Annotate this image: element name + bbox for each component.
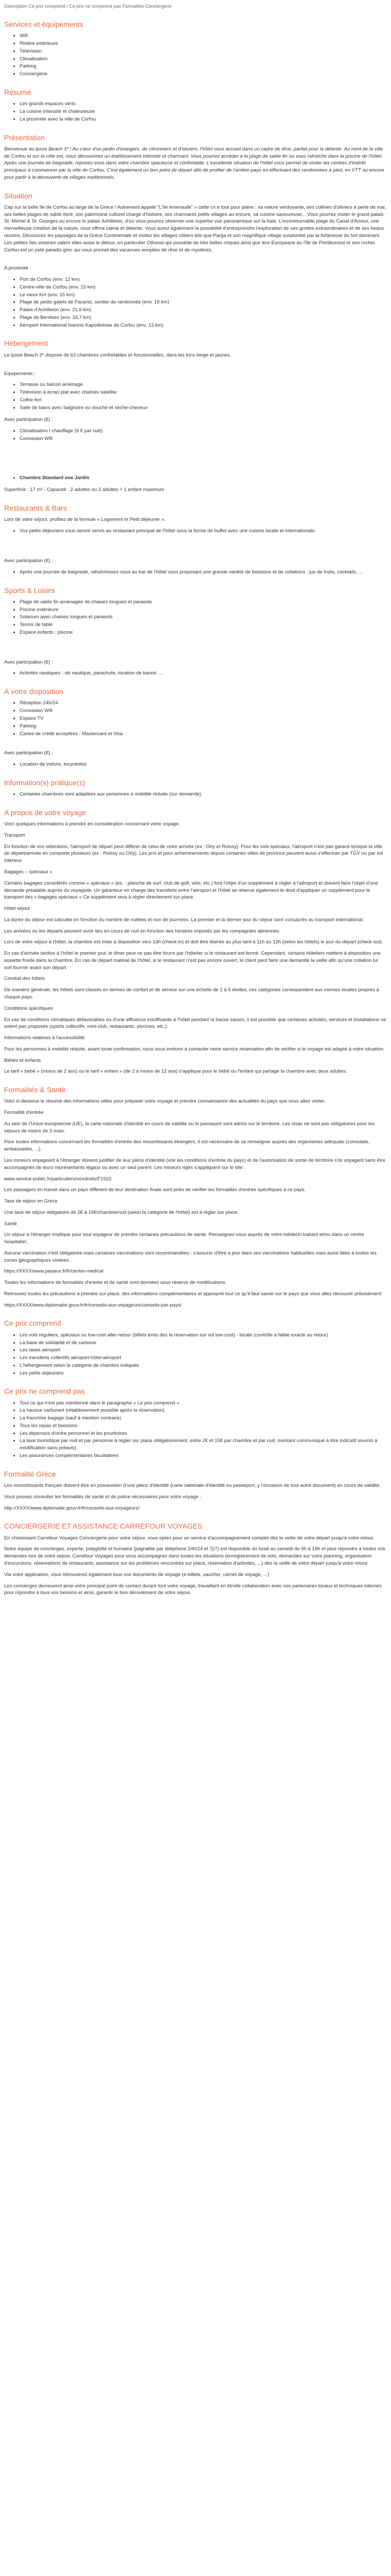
paragraph: Lors de votre séjour à l'hôtel, la chambre est mise à disposition vers 13h (check-in) et doit être libérée au plus tard à 11h ou 12h (selon les hôtels) le jour du départ (check out). xyxy=(4,939,383,945)
paragraph: Conditions spécifiques xyxy=(4,1005,54,1011)
list-item: • Télévision xyxy=(20,48,387,55)
disposition-list xyxy=(4,700,387,737)
list-item: • La hausse carburant (rétablissement possible après la réservation) xyxy=(20,1407,387,1414)
link[interactable]: https://XXXX/www.pasteur.fr/fr/centre-medical xyxy=(4,1268,104,1275)
list-item: • Palais d'Achilleion (env. 21,6 km) xyxy=(20,307,387,314)
list-item: • Coffre-fort xyxy=(20,397,387,404)
list-item: • La franchise bagage (sauf à mention contraire) xyxy=(20,1415,387,1422)
list-item: • Solarium avec chaises longues et parasols xyxy=(20,614,387,621)
prix-ne-comprend-list xyxy=(4,1400,387,1460)
paid-label: Avec participation (€) : xyxy=(4,659,53,665)
paragraph: Pour toutes informations concernant les formalités d'entrée des ressortissants étrangers, il est nécessaire de se renseigner auprès des organismes adéquats (consulats, ambassades, ...). xyxy=(4,1139,370,1153)
equipments-list xyxy=(4,381,387,411)
paid-list xyxy=(4,569,387,576)
list-item: • Tennis de table xyxy=(20,621,387,629)
list-item: • Les transferts collectifs aéroport-hôtel-aéroport xyxy=(20,1354,387,1362)
list-item: • La cuisine intensité et chaleureuse xyxy=(20,108,387,115)
resume-title: Résumé xyxy=(4,88,31,96)
list-item: • Tous les repas et boissons xyxy=(20,1422,387,1430)
restaurants-title: Restaurants & Bars xyxy=(4,504,67,513)
proximity-label: A proximité : xyxy=(4,265,31,272)
room-description: Superficie : 17 m² - Capacité : 2 adultes ou 2 adultes + 1 enfant maximum xyxy=(4,487,165,493)
list-item: • Plage de petits galets de Paramo, sentier de randonnée (env. 19 km) xyxy=(20,299,387,306)
disposition-title: À votre disposition xyxy=(4,687,63,696)
proximity-list xyxy=(4,276,387,329)
list-item: • Rivière extérieure xyxy=(20,40,387,47)
room-list xyxy=(4,474,387,482)
paragraph: Vous pouvez consulter les formalités de santé et de police nécessaires pour votre voyage : xyxy=(4,1494,201,1500)
paragraph: Voici quelques informations à prendre en considération concernant votre voyage. xyxy=(4,821,180,827)
paragraph: La durée du séjour est calculée en fonction du nombre de nuitées et non de journées. La premier et la dernier jour du séjour sont consacrés au transport international. xyxy=(4,917,364,923)
list-item: • Plage de sable fin aménagée de chaises longues et parasols xyxy=(20,599,387,606)
paragraph: En cas de conditions climatiques défavorables ou d'une affluence insuffisante à l'hôtel pendant la basse saison, il est possible que certaines activités, services et installations ne soient pas proposés (sports collectifs, mini-club, restaurants, piscines, etc.). xyxy=(4,1016,386,1030)
list-item: • Climatisation / chauffage (6 € par nuit) xyxy=(20,428,387,435)
paragraph: Transport xyxy=(4,832,25,838)
paragraph: Les concierges demeurent ainsi votre principal point de contact durant tout votre voyage, travaillant en étroite collaboration avec nos partenaires locaux et techniques internes pour répondre à tous vos besoins et ainsi, garantir le bon déroulement de votre séjour. xyxy=(4,1583,382,1596)
paragraph: Pour les personnes à mobilité réduite, avant toute confirmation, nous vous invitons à contacter notre service réservation afin de vérifier si le voyage est adapté à votre situation. xyxy=(4,1046,385,1052)
list-item: • Les dépenses d'ordre personnel et les pourboires xyxy=(20,1430,387,1437)
restaurants-text: Lors de votre séjour, profitez de la formule « Logement et Petit déjeuner ». xyxy=(4,517,166,523)
list-item: • Télévision à écran plat avec chaînes satellite xyxy=(20,389,387,396)
list-item: • Wifi xyxy=(20,32,387,40)
paid-list xyxy=(4,428,387,443)
paid-list xyxy=(4,670,387,677)
list-item: • Parking xyxy=(20,63,387,70)
paragraph: Le tarif « bébé » (moins de 2 ans) ou le tarif « enfant » (de 2 à moins de 12 ans) s'applique pour le bébé ou l'enfant qui partage la chambre avec deux adultes. xyxy=(4,1069,347,1075)
paragraph: Hôtel séjour xyxy=(4,906,30,912)
paragraph: De manière générale, les hôtels sont classés en termes de confort et de service sur une échelle de 2 à 5 étoiles, ces catégories correspondent aux normes locales propres à chaque pays. xyxy=(4,987,379,1000)
paragraph: Les mineurs voyageant à l'étranger doivent justifier de leur pièce d'identité (voir les conditions d'entrée du pays) et de l'autorisation de sortie de territoire s'ils voyagent sans être accompagnés de leurs représentants légaux ou avec un seul parent. Les mineurs rigés s'appliquent sur le site : xyxy=(4,1157,385,1171)
paid-label: Avec participation (€) : xyxy=(4,750,53,756)
list-item: • Les assurances complémentaires facultatives xyxy=(20,1452,387,1460)
list-item: • Piscine extérieure xyxy=(20,606,387,614)
list-item: • Vos petits déjeuners vous seront servis au restaurant principal de l'hôtel sous la forme de buffet avec une cuisine locale et internationale. xyxy=(20,528,387,535)
list-item: • Terrasse ou balcon aménagé xyxy=(20,381,387,388)
list-item: • Port de Corfou (env. 12 km) xyxy=(20,276,387,283)
list-item: • Salle de bains avec baignoire ou douche et sèche-cheveux xyxy=(20,404,387,412)
list-item: • La proximité avec la ville de Corfou xyxy=(20,116,387,123)
paragraph: Un séjour à l'étranger implique pour tout voyageur de prendre certaines précautions de santé. Renseignez-vous auprès de votre médecin traitant et/ou dans un centre hospitalier. xyxy=(4,1232,364,1245)
prix-ne-comprend-title: Ce prix ne comprend pas xyxy=(4,1387,85,1396)
list-item: • Les vols réguliers, spéciaux ou low-cost aller-retour (billets émis dès la réservation sur vol low-cost) - locale (contrôle à faible exacte au retour) xyxy=(20,1332,387,1339)
paragraph: Les passagers en transit dans un pays différent de leur destination finale sont priés de vérifier les formalités d'entrée spécifiques à ce pays. xyxy=(4,1187,306,1193)
list-item: • Centre-ville de Corfou (env. 15 km) xyxy=(20,284,387,291)
sports-title: Sports & Loisirs xyxy=(4,586,55,595)
paid-list xyxy=(4,761,387,768)
paragraph: En choisissant Carrefour Voyages Conciergerie pour votre séjour, vous optez pour un service d'accompagnement complet dès la veille de votre départ jusqu'à votre retour. xyxy=(4,1535,374,1541)
list-item: • Les petits déjeuners xyxy=(20,1370,387,1377)
list-item: • Connexion Wifi xyxy=(20,707,387,715)
room-type: • Chambre Standard vue Jardin xyxy=(20,474,387,482)
list-item: • Activités nautiques : ski nautique, parachute, location de kanoé, ... xyxy=(20,670,387,677)
formalites-title: Formalités & Santé xyxy=(4,1086,66,1094)
formalite-grece-body xyxy=(4,1482,387,1512)
link[interactable]: https://XXXX/www.diplomatie.gouv.fr/fr/conseils-aux-voyageurs/conseils-par-pays/ xyxy=(4,1302,182,1308)
situation-text: Cap sur la belle île de Corfou au large de la Grèce ! Autrement appelé "L'île émeraude" » cette cri e tout pour plaire : sa nature verdoyante, ses collines d'oliviers à perte de vue, ses belles plages de sable doré, son patrimoine culturel chargé d'histoire, ses charmants petits villages au encore, sa cuisine savoureuse... Vous pourrez visiter le grand palais St. Michel & St. Georges ou encore le palais Achilleion, d'où vous pourrez observer une superbe vue panoramique sur la baie. L'incontournable plage du Canal d'Amour, une merveilleuse création de la nature, vous offrira calme et détente. Vous aurez également la possibilité d'entreprendre l'exploration de ses grottes extraordinaires et de ses beaux recoins. Découvrez les paysages de la Grèce Continentale et visitez les villages côtiers tels que Parga et son magnifique village surplombé par la forteresse du fort dominant. Les petites îles voisines valent elles aussi le détour, en particulier Othonoi qui possède de très belles criques ainsi que leur Europeane au l'île de Pontikonissi et son rocher. Corfou est un petit paradis grec qui vous promet des vacances remplies de rêve et de mystères. xyxy=(4,204,386,253)
prix-comprend-list xyxy=(4,1332,387,1377)
link[interactable]: http://XXXX/www.diplomatie.gouv.fr/fr/conseils-aux-voyageurs/ xyxy=(4,1505,140,1511)
paragraph: Formalité d'entrée xyxy=(4,1110,44,1116)
paragraph: Toutes les informations de formalités d'entrée et de santé sont données sous réserve de modifications. xyxy=(4,1280,227,1286)
info-title: Information(s) pratique(s) xyxy=(4,778,86,787)
formalite-grece-title: Formalité Grèce xyxy=(4,1469,56,1478)
paragraph: Retrouvez toutes les précautions à prendre sur place, des informations complémentaires et approprié tout ce qu'il faut savoir sur le pays que vous allez découvrir précisément: xyxy=(4,1291,383,1297)
presentation-title: Présentation xyxy=(4,133,45,142)
apropos-title: A propos de votre voyage xyxy=(4,808,86,817)
list-item: • Les grands espaces verts xyxy=(20,100,387,108)
paragraph: Taxe de séjour en Grèce xyxy=(4,1198,58,1205)
sports-list xyxy=(4,599,387,636)
conciergerie-body xyxy=(4,1535,387,1597)
hebergement-text: Le Ipsos Beach 3* dispose de 63 chambres confortables et fonctionnelles, dans les tons beige et jaunes. xyxy=(4,352,231,358)
list-item: • Après une journée de baignade, rafraîchissez-vous au bar de l'hôtel vous proposant une grande variété de boissons et de collations : jus de fruits, cocktails, ... xyxy=(20,569,387,576)
paragraph: Bébés et enfants xyxy=(4,1057,41,1063)
list-item: • Les taxes aéroport xyxy=(20,1347,387,1354)
paragraph: Bagages – spéciaux » xyxy=(4,869,53,875)
list-item: • Espace enfants : piscine xyxy=(20,629,387,636)
breadcrumb: Description Ce prix comprend / Ce prix ne comprend pas Formalités Conciergerie xyxy=(4,4,172,9)
presentation-text: Bienvenue au Ipsos Beach 3* ! Au cœur d'un jardin d'orangers, de citronniers et d'oliviers, l'hôtel vous accueil dans un cadre de rêve, parfait pour la détente. Au nord de la ville de Corfou et sur la côte est, nous découvrirez un établissement intimiste et charmant. Vous pourrez accéder à la plage de sable fin ou vous rafraîchir dans la piscine de l'hôtel. Après une journée de baignade, reposez-vous dans votre chambre spacieuse et confortable. L'excellente situation de l'hôtel vous permet de visiter les centres d'intérêt principaux à commencer par la ville de Corfou. C'est également un bon point de départ afin de profiter de l'arrière-pays en effectuant des randonnées à pied, en VTT ou encore pour partir à la découverte de villages traditionnels. xyxy=(4,146,384,180)
paragraph: Les ressortissants français doivent être en possession d'une pièce d'identité (carte nationale d'identité ou passeport, y l'occasion de tout autre document) en cours de validité. xyxy=(4,1483,381,1489)
list-item: • Aéroport International Ioannis Kapodistrias de Corfou (env. 13 km) xyxy=(20,322,387,329)
list-item: • Location de voiture, bicyclettes xyxy=(20,761,387,768)
list-item: • Cartes de crédit acceptées : Mastercard et Visa xyxy=(20,731,387,738)
equipments-label: Equipements : xyxy=(4,370,36,377)
paragraph: Conduit des hôtels xyxy=(4,976,45,982)
list-item: • Plage de Benitses (env. 24,7 km) xyxy=(20,314,387,321)
paragraph: Au sein de l'Union européenne (UE), la carte nationale d'identité en cours de validité ou le passeport sont admis sur le territoire. Les visas ne sont pas obligatoires pour les séjours de moins de 3 mois. xyxy=(4,1121,375,1134)
paragraph: Santé xyxy=(4,1221,17,1227)
paid-label: Avec participation (€) : xyxy=(4,417,53,423)
paragraph: Une taxe de séjour obligatoire de 2€ à 15€/chambre/nuit (selon la catégorie de l'hôtel) est à régler sur place. xyxy=(4,1209,239,1215)
list-item: • Parking xyxy=(20,723,387,730)
paragraph: Informations relatives à l'accessibilité xyxy=(4,1035,85,1041)
services-list xyxy=(4,32,387,78)
services-title: Services et équipements xyxy=(4,20,84,29)
list-item: • Espace TV xyxy=(20,715,387,722)
situation-title: Situation xyxy=(4,191,32,200)
prix-comprend-title: Ce prix comprend xyxy=(4,1319,61,1328)
link[interactable]: www.service-public.fr/particuliers/vosdroits/F1922 xyxy=(4,1176,112,1182)
paragraph: Certains bagages considérés comme « spéciaux » (ex. : planche de surf, club de golf, vélo, etc.) font l'objet d'un supplément à régler à l'aéroport et doivent faire l'objet d'une demande préalable auprès du voyagiste. Un garanteur en charge des transferts entre l'aéroport et l'hôtel se réserve également le droit d'appliquer un supplément pour le transport des « bagages spéciaux » Ce supplément sera à régler directement sur place. xyxy=(4,880,378,901)
paragraph: Aucune vaccination n'est obligatoire mais certaines vaccinations sont recommandées : s'assurer d'être à jour dans ses vaccinations habituelles mais aussi liées à toutes les zones géographiques visitées. xyxy=(4,1250,377,1263)
list-item: • La base de solidarité et de carbone xyxy=(20,1340,387,1347)
paragraph: Voici ci-dessous le résumé des informations utiles pour préparer votre voyage et prendre connaissance des actualités du pays que vous allez visiter. xyxy=(4,1098,326,1105)
apropos-body xyxy=(4,821,387,1075)
list-item: • La taxe touristique par nuit et par personne à régler sur place obligatoirement, entre 2€ et 15€ par chambre et par nuit, montant communiqué à titre indicatif soumis à modification sans préavis) xyxy=(20,1437,387,1452)
paragraph: En fonction de vos sélections, l'aéroport de départ peut différer de celui de votre arrivée (ex : Orly et Roissy). Pour les vols spéciaux, l'aéroport n'est pas garanti lorsque la ville de départ/arrivée en comporte plusieurs (ex : Roissy ou Orly). Les prix et pour acheminements depuis certaines villes de province peuvent aussi s'effectuer par TGV ou par vol intérieur. xyxy=(4,843,383,864)
conciergerie-title: CONCIERGERIE ET ASSISTANCE CARREFOUR VOYAGES xyxy=(4,1522,203,1531)
list-item: • Certaines chambres sont adaptées aux personnes à mobilité réduite (sur demande). xyxy=(20,791,387,798)
list-item: • Le vieux fort (env. 15 km) xyxy=(20,292,387,299)
paragraph: Notre équipe de concierges, experte, polyglotte et humaine (joignable par téléphone 24h/24 et 7j/7) est disponible du lundi au samedi de 9h à 19h et peut répondre à toutes vos demandes lors de votre séjour. Carrefour Voyages pour vous accompagner dans toutes les situations (enregistrement de vols, demandes sur votre planning, organisation d'excursions, réservations de restaurants, assistance sur les problèmes rencontrés sur place, réservation d'activités, ...) dès la veille de votre départ jusqu'à votre retour. xyxy=(4,1546,385,1566)
formalites-body xyxy=(4,1098,387,1309)
list-item: • Tout ce qui n'est pas mentionné dans le paragraphe « Le prix comprend » xyxy=(20,1400,387,1407)
paragraph: Les arrivées ou les départs peuvent avoir lieu en cours de nuit en fonction des horaires imposés par les compagnies aériennes. xyxy=(4,928,281,934)
hebergement-title: Hébergement xyxy=(4,339,48,348)
list-item: • Climatisation xyxy=(20,56,387,63)
paragraph: Via votre application, vous retrouverez également tous vos documents de voyage (e-billets, vaucher, carnet de voyage, ...) xyxy=(4,1571,269,1578)
resume-list xyxy=(4,100,387,123)
list-item: • Réception 24h/24 xyxy=(20,700,387,707)
list-item: • Connexion Wifi xyxy=(20,435,387,443)
list-item: • Conciergerie xyxy=(20,71,387,78)
paid-label: Avec participation (€) : xyxy=(4,557,53,564)
list-item: • L'hébergement selon la catégorie de chambre indiquée xyxy=(20,1362,387,1369)
restaurants-list xyxy=(4,528,387,535)
paragraph: En cas d'arrivée tardive à l'hôtel le premier jour, le dîner peut ne pas être fourni par l'hôtelier si le restaurant est fermé. Cependant, certains hôteliers mettent à disposition une assiette froide dans la chambre. En cas de départ matinal de l'hôtel, si le restaurant n'est pas encore ouvert, le client peut faire une demande la veille afin qu'une collation lui soit fournie avant son départ. xyxy=(4,951,381,971)
info-list xyxy=(4,791,387,798)
